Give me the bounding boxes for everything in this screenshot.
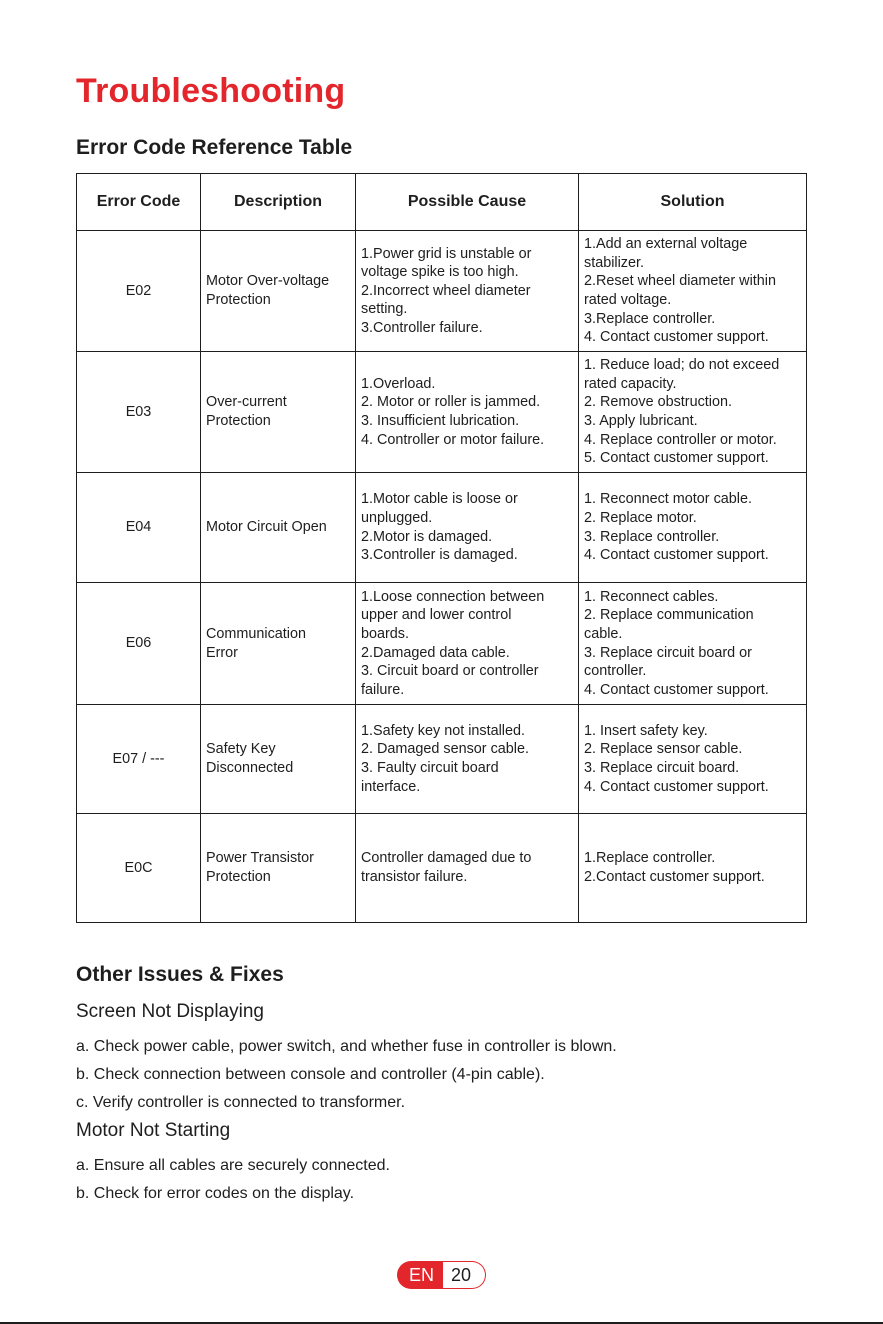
error-code-cell: E06 bbox=[77, 583, 201, 705]
solution-line: 4. Contact customer support. bbox=[584, 778, 769, 795]
description-line: Disconnected bbox=[206, 760, 294, 776]
section-title: Error Code Reference Table bbox=[76, 136, 353, 159]
cause-line: 3. Insufficient lubrication. bbox=[361, 413, 520, 429]
header-error-code: Error Code bbox=[77, 174, 201, 231]
cause-line: 1.Power grid is unstable or bbox=[361, 245, 532, 262]
cause-cell bbox=[356, 814, 579, 923]
solution-cell bbox=[579, 814, 807, 923]
solution-line: 4. Contact customer support. bbox=[584, 547, 769, 564]
table-row bbox=[77, 583, 807, 705]
cause-line: voltage spike is too high. bbox=[361, 264, 519, 281]
cause-line: 3. Circuit board or controller bbox=[361, 663, 539, 680]
header-description: Description bbox=[201, 174, 356, 231]
cause-line: 3.Controller is damaged. bbox=[361, 547, 518, 564]
solution-line: 3.Replace controller. bbox=[584, 310, 716, 327]
table-row bbox=[77, 352, 807, 473]
cause-line: 1.Motor cable is loose or bbox=[361, 491, 518, 508]
fix-item: c. Verify controller is connected to transformer. bbox=[76, 1094, 406, 1111]
solution-cell bbox=[579, 473, 807, 583]
description-line: Safety Key bbox=[206, 741, 276, 758]
page-title: Troubleshooting bbox=[76, 72, 346, 110]
solution-line: 2. Replace sensor cable. bbox=[584, 741, 743, 758]
cause-line: 3.Controller failure. bbox=[361, 319, 483, 336]
description-line: Motor Over-voltage bbox=[206, 273, 330, 290]
cause-line: 3. Faulty circuit board bbox=[361, 760, 499, 776]
solution-line: rated voltage. bbox=[584, 292, 672, 308]
cause-line: 1.Overload. bbox=[361, 375, 436, 392]
issue-heading-screen: Screen Not Displaying bbox=[76, 1001, 264, 1022]
language-label: EN bbox=[397, 1261, 443, 1289]
cause-line: 1.Loose connection between bbox=[361, 588, 545, 605]
solution-line: 2. Replace communication bbox=[584, 607, 754, 624]
fix-item: a. Ensure all cables are securely connected. bbox=[76, 1157, 390, 1174]
error-code-table bbox=[76, 173, 807, 923]
solution-line: 1. Reconnect motor cable. bbox=[584, 491, 752, 508]
cause-line: transistor failure. bbox=[361, 869, 468, 885]
solution-line: 1. Reduce load; do not exceed bbox=[584, 357, 780, 374]
solution-line: controller. bbox=[584, 663, 647, 680]
solution-line: 1.Replace controller. bbox=[584, 850, 716, 867]
description-line: Communication bbox=[206, 625, 306, 642]
error-code-cell: E0C bbox=[77, 814, 201, 923]
description-line: Power Transistor bbox=[206, 850, 314, 867]
description-cell bbox=[201, 352, 356, 473]
fix-item: b. Check connection between console and controller (4-pin cable). bbox=[76, 1066, 545, 1083]
cause-cell bbox=[356, 583, 579, 705]
page-number: 20 bbox=[443, 1261, 486, 1289]
issue-heading-motor: Motor Not Starting bbox=[76, 1120, 231, 1141]
fix-item: b. Check for error codes on the display. bbox=[76, 1185, 355, 1202]
solution-line: 2.Reset wheel diameter within bbox=[584, 273, 776, 290]
description-line: Error bbox=[206, 644, 238, 661]
solution-cell bbox=[579, 352, 807, 473]
cause-line: upper and lower control bbox=[361, 607, 512, 624]
error-code-cell: E03 bbox=[77, 352, 201, 473]
description-line: Motor Circuit Open bbox=[206, 519, 327, 536]
header-solution: Solution bbox=[579, 174, 807, 231]
cause-line: 1.Safety key not installed. bbox=[361, 722, 525, 739]
solution-cell bbox=[579, 705, 807, 814]
solution-line: 3. Replace circuit board or bbox=[584, 644, 752, 661]
description-cell bbox=[201, 583, 356, 705]
description-line: Protection bbox=[206, 292, 271, 308]
solution-cell bbox=[579, 231, 807, 352]
cause-line: unplugged. bbox=[361, 509, 433, 526]
cause-line: 4. Controller or motor failure. bbox=[361, 431, 545, 448]
page-number-badge bbox=[397, 1261, 486, 1289]
solution-line: 4. Contact customer support. bbox=[584, 329, 769, 346]
table-header-row bbox=[77, 174, 807, 231]
description-cell bbox=[201, 705, 356, 814]
description-line: Protection bbox=[206, 413, 271, 429]
error-code-cell: E02 bbox=[77, 231, 201, 352]
cause-line: interface. bbox=[361, 778, 421, 795]
cause-line: 2. Motor or roller is jammed. bbox=[361, 394, 541, 411]
solution-line: 3. Apply lubricant. bbox=[584, 413, 698, 429]
table-row bbox=[77, 473, 807, 583]
cause-line: Controller damaged due to bbox=[361, 850, 532, 867]
solution-line: cable. bbox=[584, 625, 623, 642]
solution-line: rated capacity. bbox=[584, 375, 677, 392]
cause-line: 2.Incorrect wheel diameter bbox=[361, 282, 531, 299]
solution-line: 2. Remove obstruction. bbox=[584, 394, 732, 411]
solution-line: 4. Replace controller or motor. bbox=[584, 431, 777, 448]
description-line: Protection bbox=[206, 869, 271, 885]
table-row bbox=[77, 705, 807, 814]
cause-line: boards. bbox=[361, 625, 409, 642]
cause-cell bbox=[356, 352, 579, 473]
solution-line: 3. Replace controller. bbox=[584, 528, 720, 545]
description-cell bbox=[201, 814, 356, 923]
fix-item: a. Check power cable, power switch, and whether fuse in controller is blown. bbox=[76, 1038, 617, 1055]
solution-line: 5. Contact customer support. bbox=[584, 450, 769, 467]
solution-line: 1.Add an external voltage bbox=[584, 236, 748, 253]
description-cell bbox=[201, 473, 356, 583]
table-row bbox=[77, 814, 807, 923]
cause-cell bbox=[356, 705, 579, 814]
cause-cell bbox=[356, 231, 579, 352]
solution-line: stabilizer. bbox=[584, 254, 644, 271]
solution-line: 1. Insert safety key. bbox=[584, 722, 708, 739]
solution-line: 4. Contact customer support. bbox=[584, 681, 769, 698]
solution-line: 1. Reconnect cables. bbox=[584, 588, 719, 605]
cause-cell bbox=[356, 473, 579, 583]
error-code-cell: E04 bbox=[77, 473, 201, 583]
cause-line: 2.Motor is damaged. bbox=[361, 528, 493, 545]
header-possible-cause: Possible Cause bbox=[356, 174, 579, 231]
cause-line: 2. Damaged sensor cable. bbox=[361, 741, 529, 758]
cause-line: failure. bbox=[361, 681, 405, 698]
table-row bbox=[77, 231, 807, 352]
description-line: Over-current bbox=[206, 394, 287, 411]
solution-cell bbox=[579, 583, 807, 705]
description-cell bbox=[201, 231, 356, 352]
error-code-cell: E07 / --- bbox=[77, 705, 201, 814]
solution-line: 2.Contact customer support. bbox=[584, 869, 765, 885]
cause-line: setting. bbox=[361, 301, 408, 318]
other-issues-title: Other Issues & Fixes bbox=[76, 963, 284, 986]
solution-line: 3. Replace circuit board. bbox=[584, 760, 740, 776]
cause-line: 2.Damaged data cable. bbox=[361, 644, 510, 661]
solution-line: 2. Replace motor. bbox=[584, 509, 697, 526]
